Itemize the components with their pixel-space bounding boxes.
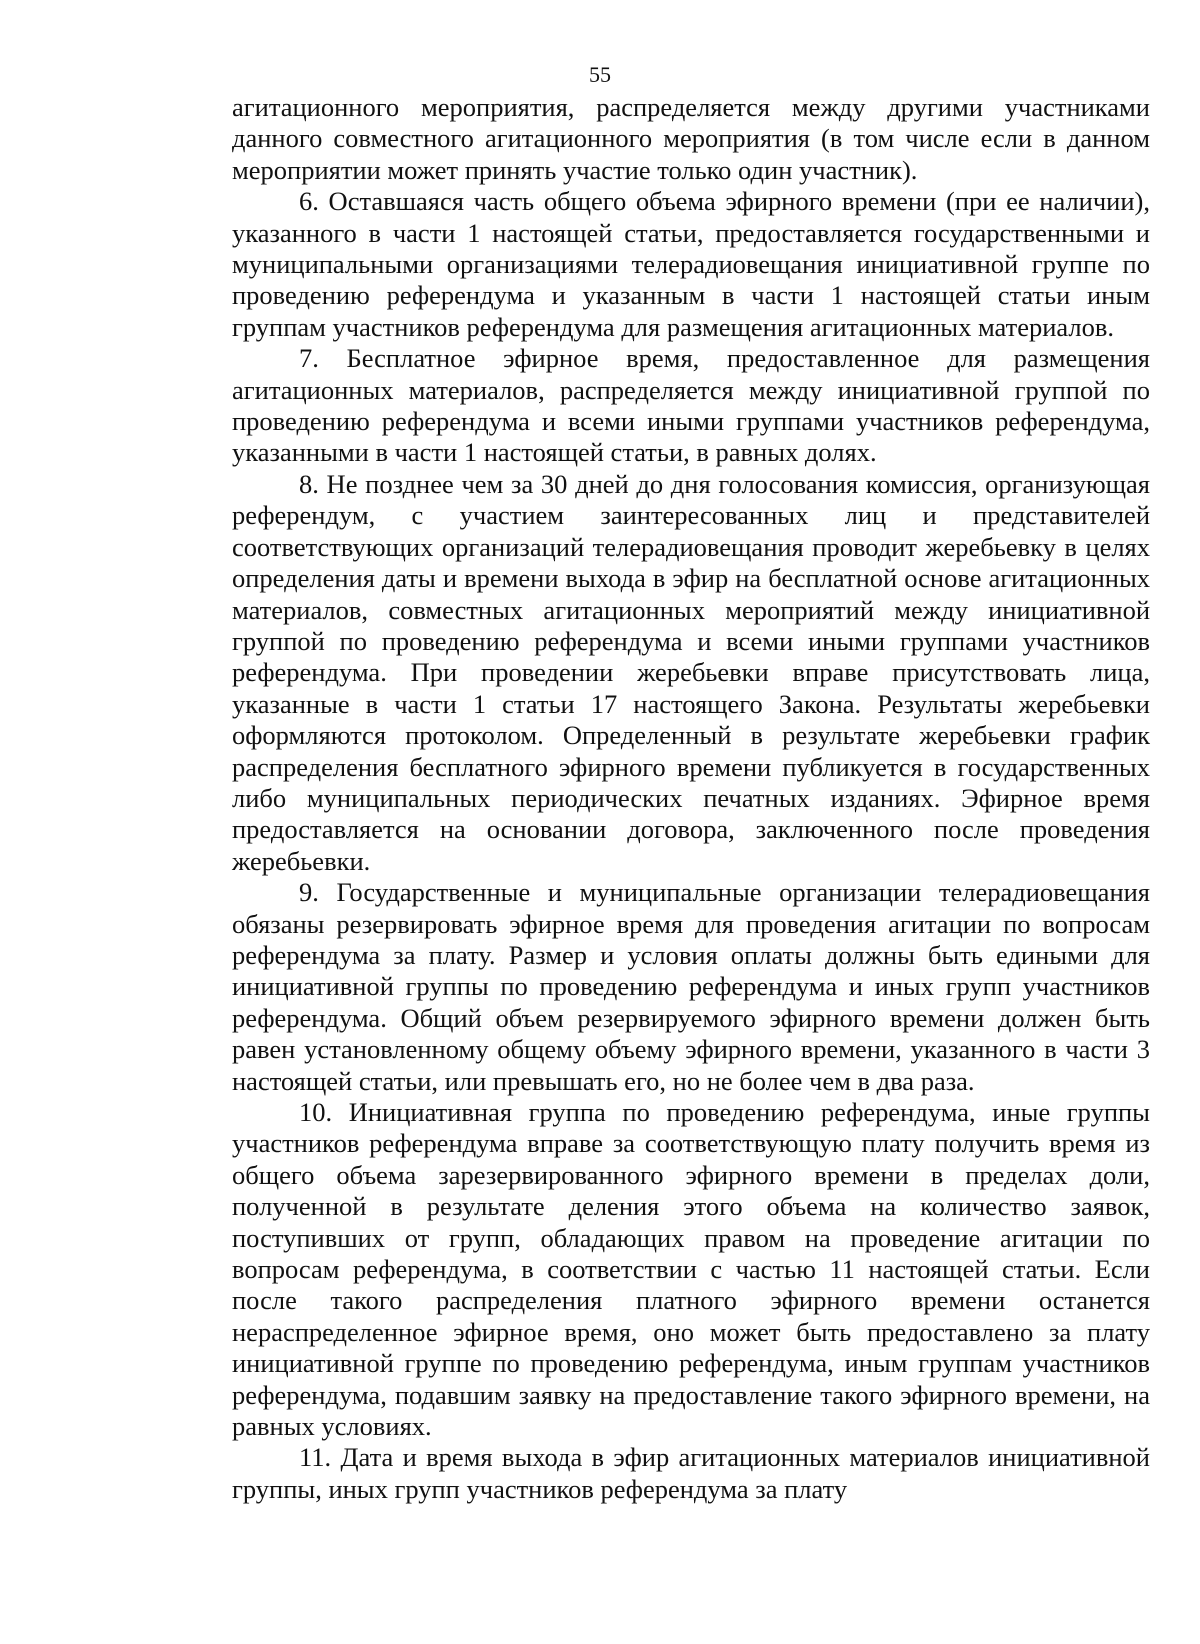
paragraph-8: 8. Не позднее чем за 30 дней до дня голосования комиссия, организующая референдум, с участием заинтересованных лиц и представителей соответствующих организаций телерадиовещания проводит жеребьевку в целях определения даты и времени выхода в эфир на бесплатной основе агитационных материалов, совместных агитационных мероприятий между инициативной группой по проведению референдума и всеми иными группами участников референдума. При проведении жеребьевки вправе присутствовать лица, указанные в части 1 статьи 17 настоящего Закона. Результаты жеребьевки оформляются протоколом. Определенный в результате жеребьевки график распределения бесплатного эфирного времени публикуется в государственных либо муниципальных периодических печатных изданиях. Эфирное время предоставляется на основании договора, заключенного после проведения жеребьевки. [232, 468, 1150, 876]
paragraph-10: 10. Инициативная группа по проведению референдума, иные группы участников референдума вправе за соответствующую плату получить время из общего объема зарезервированного эфирного времени в пределах доли, полученной в результате деления этого объема на количество заявок, поступивших от групп, обладающих правом на проведение агитации по вопросам референдума, в соответствии с частью 11 настоящей статьи. Если после такого распределения платного эфирного времени останется нераспределенное эфирное время, оно может быть предоставлено за плату инициативной группе по проведению референдума, иным группам участников референдума, подавшим заявку на предоставление такого эфирного времени, на равных условиях. [232, 1097, 1150, 1442]
paragraph-continuation: агитационного мероприятия, распределяется между другими участниками данного совместного агитационного мероприятия (в том числе если в данном мероприятии может принять участие только один участник). [232, 92, 1150, 185]
paragraph-7: 7. Бесплатное эфирное время, предоставленное для размещения агитационных материалов, распределяется между инициативной группой по проведению референдума и всеми иными группами участников референдума, указанными в части 1 настоящей статьи, в равных долях. [232, 343, 1150, 468]
page-number: 55 [589, 62, 611, 87]
body-text [232, 92, 1150, 1505]
paragraph-9: 9. Государственные и муниципальные организации телерадиовещания обязаны резервировать эфирное время для проведения агитации по вопросам референдума за плату. Размер и условия оплаты должны быть едиными для инициативной группы по проведению референдума и иных групп участников референдума. Общий объем резервируемого эфирного времени должен быть равен установленному общему объему эфирного времени, указанного в части 3 настоящей статьи, или превышать его, но не более чем в два раза. [232, 877, 1150, 1096]
paragraph-11: 11. Дата и время выхода в эфир агитационных материалов инициативной группы, иных групп участников референдума за плату [232, 1442, 1150, 1504]
paragraph-6: 6. Оставшаяся часть общего объема эфирного времени (при ее наличии), указанного в части 1 настоящей статьи, предоставляется государственными и муниципальными организациями телерадиовещания инициативной группе по проведению референдума и указанным в части 1 настоящей статьи иным группам участников референдума для размещения агитационных материалов. [232, 186, 1150, 342]
